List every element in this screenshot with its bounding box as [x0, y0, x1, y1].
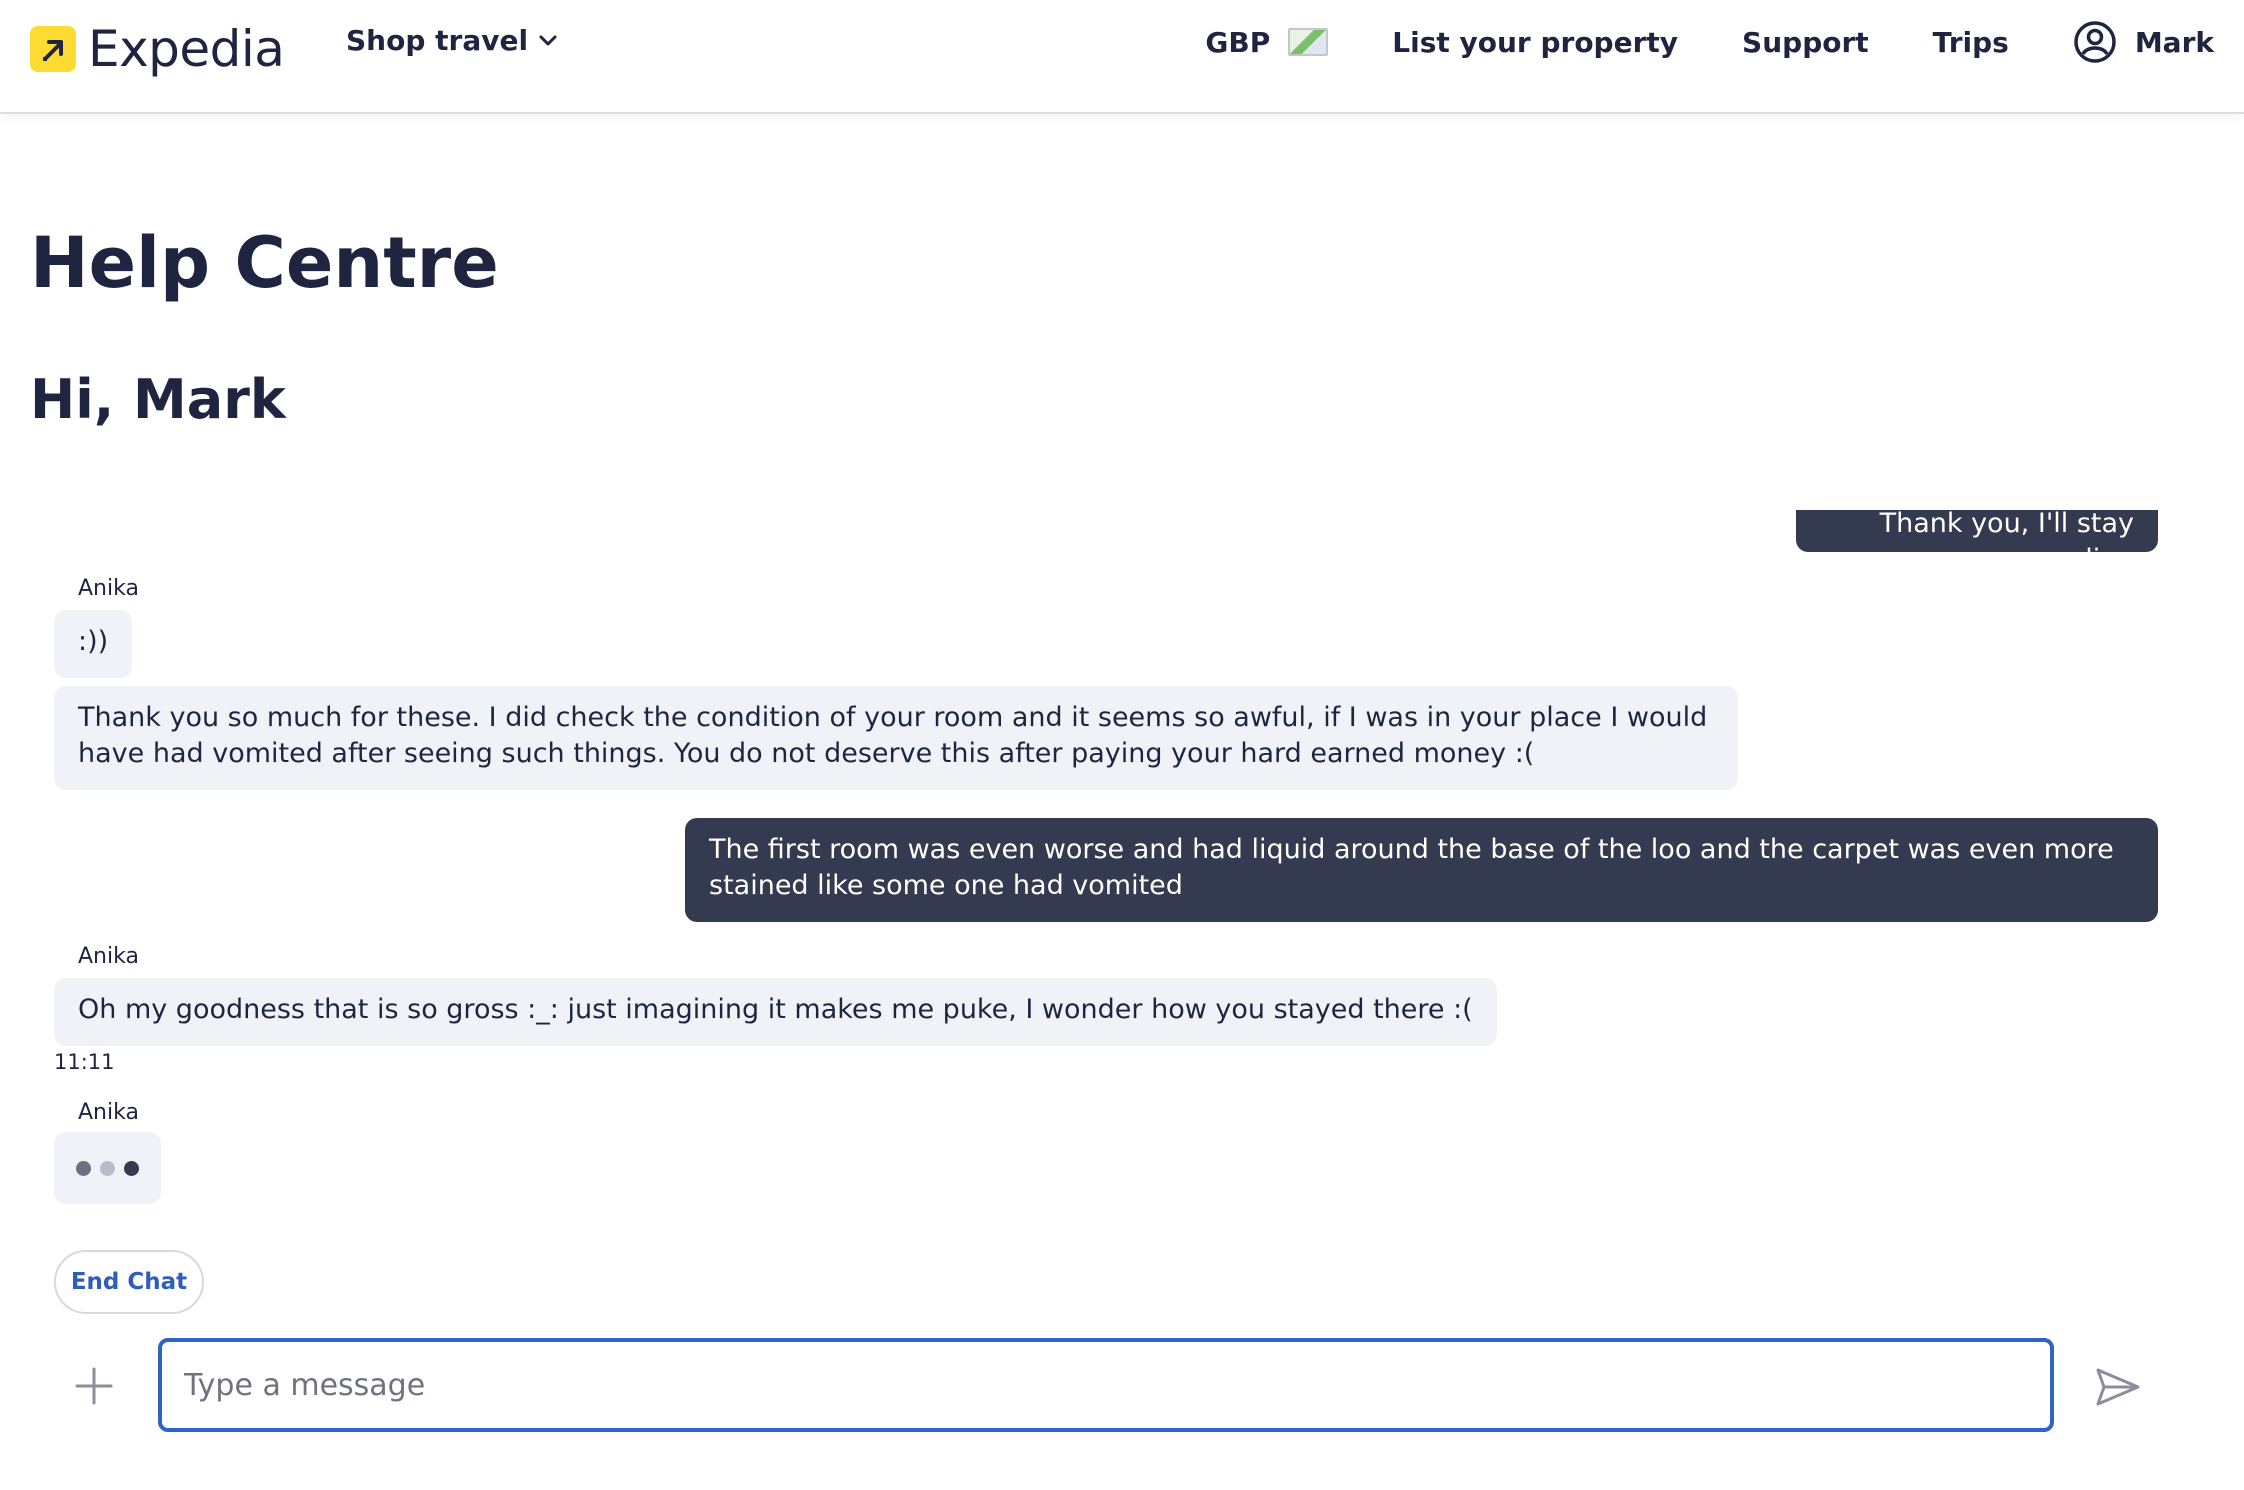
expedia-logo-icon [30, 26, 76, 72]
user-message: The first room was even worse and had liquid around the base of the loo and the carpet was even more stained like some one had vomited [685, 818, 2158, 922]
chevron-down-icon [538, 34, 558, 48]
account-name: Mark [2134, 25, 2214, 59]
chat-transcript[interactable] [0, 510, 2244, 1290]
typing-dot [100, 1161, 115, 1176]
top-navigation [0, 0, 2244, 114]
typing-dot [76, 1161, 91, 1176]
account-menu[interactable] [2073, 20, 2214, 64]
shop-travel-menu[interactable] [346, 24, 558, 57]
typing-indicator [54, 1132, 161, 1204]
flag-icon [1288, 28, 1328, 56]
agent-name: Anika [78, 944, 139, 969]
message-timestamp: 11:11 [54, 1050, 115, 1074]
trips-link[interactable]: Trips [1932, 25, 2009, 59]
support-link[interactable]: Support [1742, 25, 1869, 59]
expedia-logo[interactable] [30, 20, 284, 78]
agent-message: :)) [54, 610, 132, 678]
send-icon [2095, 1366, 2141, 1408]
agent-message: Thank you so much for these. I did check the condition of your room and it seems so awful, if I was in your place I would have had vomited after seeing such things. You do not deserve this after paying your hard earned money :( [54, 686, 1738, 790]
user-message: Thank you, I'll stay online [1796, 510, 2158, 552]
currency-selector[interactable] [1205, 26, 1328, 59]
agent-name: Anika [78, 1100, 139, 1125]
greeting-heading: Hi, Mark [30, 368, 286, 431]
plus-icon [74, 1366, 114, 1406]
typing-dot [124, 1161, 139, 1176]
account-icon [2073, 20, 2117, 64]
agent-name: Anika [78, 576, 139, 601]
end-chat-button[interactable]: End Chat [54, 1250, 204, 1314]
shop-travel-label: Shop travel [346, 24, 529, 57]
brand-name: Expedia [88, 20, 285, 78]
add-attachment-button[interactable] [70, 1362, 118, 1410]
send-button[interactable] [2090, 1362, 2146, 1412]
agent-message: Oh my goodness that is so gross :_: just imagining it makes me puke, I wonder how you stayed there :( [54, 978, 1497, 1046]
page-title: Help Centre [30, 222, 499, 304]
currency-label: GBP [1205, 25, 1271, 59]
list-property-link[interactable]: List your property [1392, 25, 1679, 59]
message-input[interactable] [158, 1338, 2054, 1432]
